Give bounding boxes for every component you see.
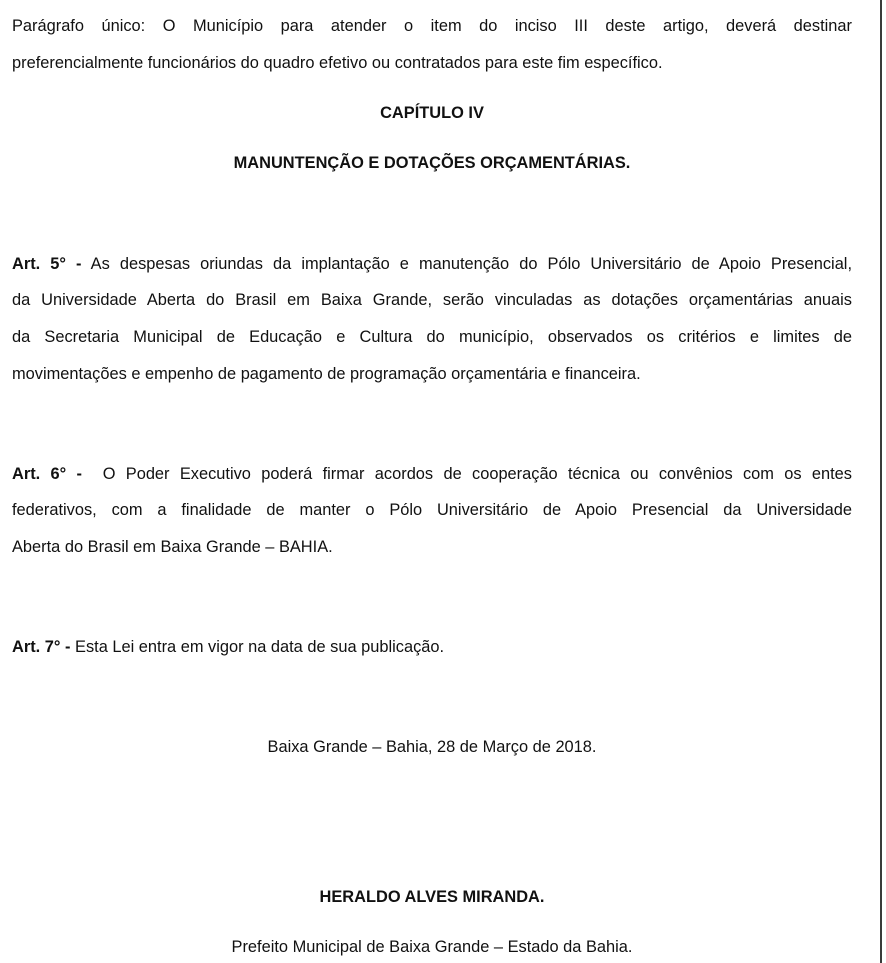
signature-name: HERALDO ALVES MIRANDA. (319, 888, 545, 906)
art6-line-3: Aberta do Brasil em Baixa Grande – BAHIA. (12, 538, 333, 556)
art6-line-1 (12, 463, 852, 485)
date-line: Baixa Grande – Bahia, 28 de Março de 2018. (267, 738, 597, 756)
chapter-number: CAPÍTULO IV (380, 104, 484, 122)
art6-line-1-text: O Poder Executivo poderá firmar acordos de cooperação técnica ou convênios com os entes (82, 465, 852, 483)
art5-line-4: movimentações e empenho de pagamento de programação orçamentária e financeira. (12, 365, 641, 383)
art7-line-1-text: Esta Lei entra em vigor na data de sua publicação. (70, 638, 445, 656)
paragrafo-unico-line-1: Parágrafo único: O Município para atender o item do inciso III deste artigo, deverá destinar (12, 17, 852, 35)
art6-label: Art. 6° - (12, 465, 83, 483)
art5-line-3: da Secretaria Municipal de Educação e Cultura do município, observados os critérios e limites de (12, 328, 852, 346)
chapter-title: MANUNTENÇÃO E DOTAÇÕES ORÇAMENTÁRIAS. (233, 154, 631, 172)
art5-line-1-text: As despesas oriundas da implantação e manutenção do Pólo Universitário de Apoio Presencial, (81, 255, 852, 273)
art5-line-2: da Universidade Aberta do Brasil em Baixa Grande, serão vinculadas as dotações orçamentárias anuais (12, 291, 852, 309)
art5-line-1 (12, 253, 852, 275)
art5-label: Art. 5° - (12, 255, 82, 273)
signature-role: Prefeito Municipal de Baixa Grande – Estado da Bahia. (231, 938, 633, 956)
art7-line-1 (12, 636, 852, 658)
paragrafo-unico-line-2: preferencialmente funcionários do quadro efetivo ou contratados para este fim específico. (12, 54, 663, 72)
page-edge-rule (880, 0, 882, 963)
art6-line-2: federativos, com a finalidade de manter o Pólo Universitário de Apoio Presencial da Universidade (12, 501, 852, 519)
art7-label: Art. 7° - (12, 638, 71, 656)
